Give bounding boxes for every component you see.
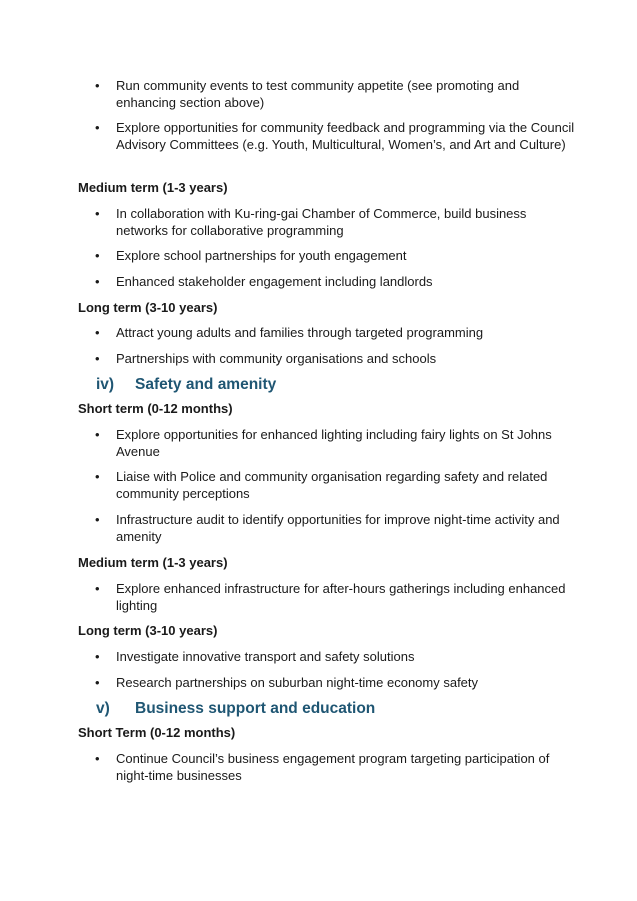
subheading-short-term: Short Term (0-12 months) <box>78 725 236 740</box>
list-item: Explore opportunities for enhanced lighting including fairy lights on St Johns Avenue <box>116 427 552 459</box>
bullet-marker: • <box>95 120 100 135</box>
section-numeral: iv) <box>96 376 115 393</box>
section-heading-safety <box>96 375 276 395</box>
list-item: Continue Council’s business engagement program targeting participation of night-time businesses <box>116 751 550 783</box>
bullet-marker: • <box>95 351 100 366</box>
bullet-marker: • <box>95 751 100 766</box>
list-item: Liaise with Police and community organisation regarding safety and related community perceptions <box>116 469 548 501</box>
bullet-marker: • <box>95 78 100 93</box>
list-item: Explore enhanced infrastructure for after-hours gatherings including enhanced lighting <box>116 581 566 613</box>
list-item: Run community events to test community appetite (see promoting and enhancing section above) <box>116 78 520 110</box>
list-item: Partnerships with community organisations and schools <box>116 351 437 366</box>
list-item: Explore school partnerships for youth engagement <box>116 248 407 263</box>
bullet-marker: • <box>95 512 100 527</box>
subheading-long-term: Long term (3-10 years) <box>78 300 218 315</box>
bullet-marker: • <box>95 649 100 664</box>
section-numeral: v) <box>96 700 110 717</box>
subheading-medium-term: Medium term (1-3 years) <box>78 180 228 195</box>
bullet-marker: • <box>95 427 100 442</box>
list-item: Research partnerships on suburban night-time economy safety <box>116 675 479 690</box>
list-item: In collaboration with Ku-ring-gai Chamber of Commerce, build business networks for collaborative programming <box>116 206 527 238</box>
bullet-marker: • <box>95 469 100 484</box>
subheading-short-term: Short term (0-12 months) <box>78 401 233 416</box>
subheading-long-term: Long term (3-10 years) <box>78 623 218 638</box>
list-item: Investigate innovative transport and safety solutions <box>116 649 415 664</box>
section-title: Business support and education <box>135 700 376 717</box>
bullet-marker: • <box>95 581 100 596</box>
subheading-medium-term: Medium term (1-3 years) <box>78 555 228 570</box>
list-item: Enhanced stakeholder engagement including landlords <box>116 274 433 289</box>
bullet-marker: • <box>95 675 100 690</box>
bullet-marker: • <box>95 274 100 289</box>
bullet-marker: • <box>95 325 100 340</box>
bullet-marker: • <box>95 206 100 221</box>
section-title: Safety and amenity <box>135 376 277 393</box>
list-item: Infrastructure audit to identify opportunities for improve night-time activity and amenity <box>116 512 560 544</box>
section-heading-business <box>96 699 375 719</box>
list-item: Attract young adults and families through targeted programming <box>116 325 484 340</box>
bullet-marker: • <box>95 248 100 263</box>
list-item: Explore opportunities for community feedback and programming via the Council Advisory Committees (e.g. Youth, Multicultural, Women’s, and Art and Culture) <box>116 120 575 152</box>
